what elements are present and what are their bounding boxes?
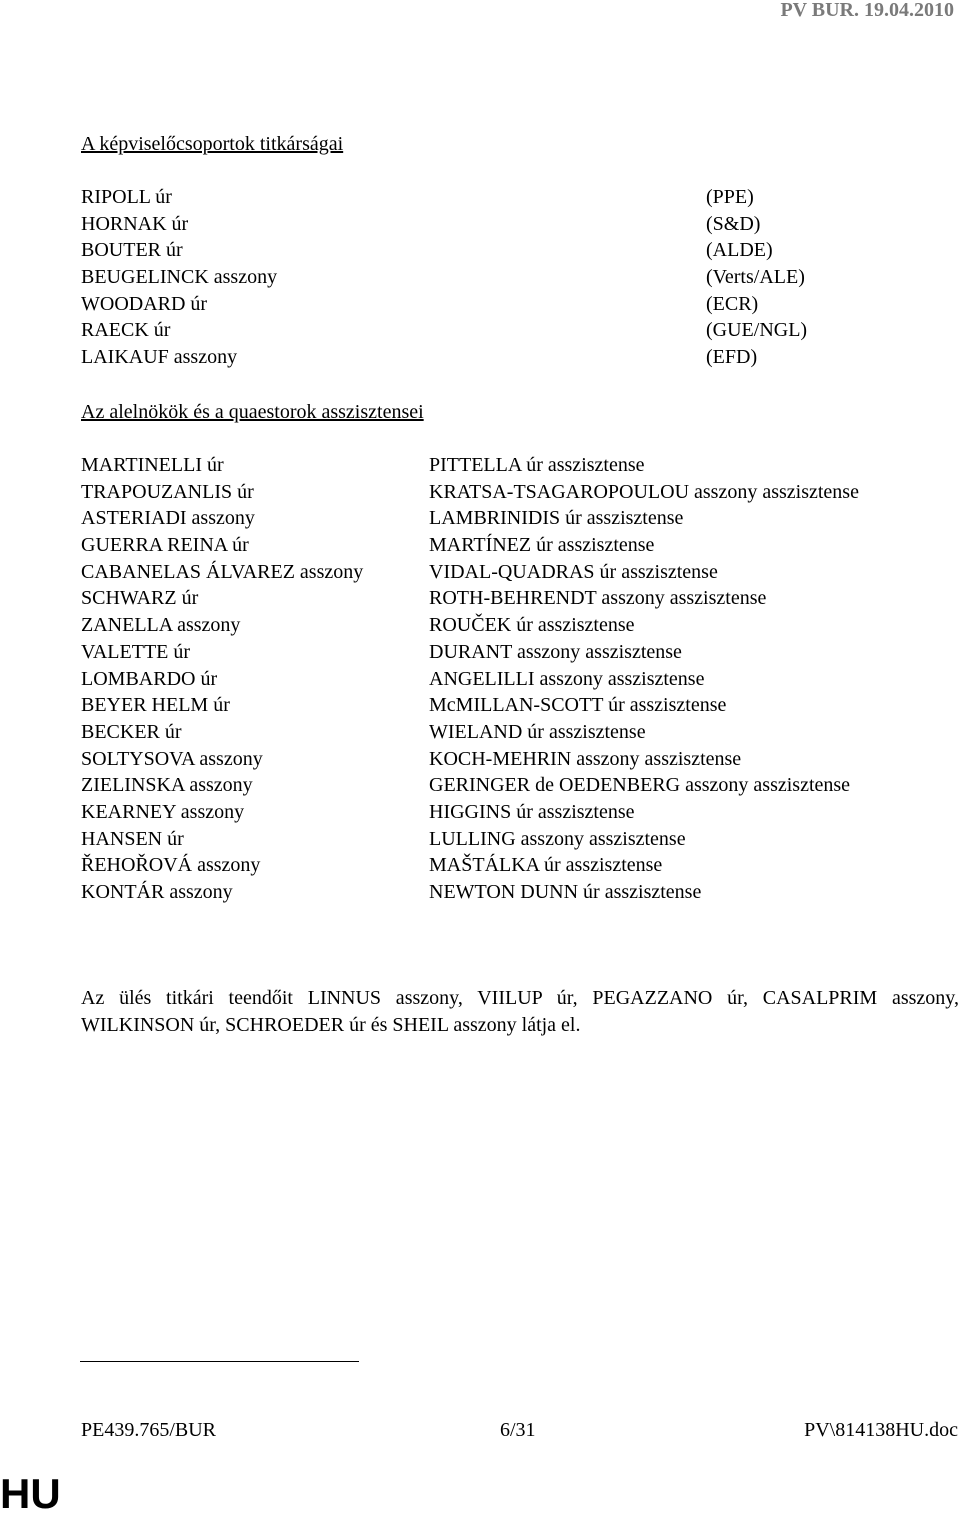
assistant-role: WIELAND úr asszisztense xyxy=(429,720,646,743)
group-secretariat-names xyxy=(81,184,277,371)
assistant-names xyxy=(81,452,363,906)
footer-filename: PV\814138HU.doc xyxy=(804,1419,958,1441)
assistant-name: ŘEHOŘOVÁ asszony xyxy=(81,854,261,877)
secretary-name: RAECK úr xyxy=(81,319,171,342)
assistant-role: McMILLAN-SCOTT úr asszisztense xyxy=(429,694,727,717)
political-group: (EFD) xyxy=(706,346,758,369)
assistant-role: ANGELILLI asszony asszisztense xyxy=(429,667,705,690)
secretary-name: BOUTER úr xyxy=(81,239,183,262)
assistant-name: VALETTE úr xyxy=(81,640,191,663)
assistant-name: ZANELLA asszony xyxy=(81,614,241,637)
secretary-name: RIPOLL úr xyxy=(81,186,172,208)
secretary-name: WOODARD úr xyxy=(81,292,208,315)
assistant-role: KRATSA-TSAGAROPOULOU asszony asszisztense xyxy=(429,480,859,503)
assistant-role: ROUČEK úr asszisztense xyxy=(429,614,635,637)
political-group: (S&D) xyxy=(706,212,761,235)
political-group: (Verts/ALE) xyxy=(706,266,805,289)
assistant-role: MAŠTÁLKA úr asszisztense xyxy=(429,854,663,877)
political-group: (ECR) xyxy=(706,292,759,315)
assistant-role: DURANT asszony asszisztense xyxy=(429,640,682,663)
document-reference: PV BUR. 19.04.2010 xyxy=(780,0,954,21)
political-group: (GUE/NGL) xyxy=(706,319,808,342)
secretary-name: LAIKAUF asszony xyxy=(81,346,238,369)
political-group: (ALDE) xyxy=(706,239,773,262)
assistant-role: PITTELLA úr asszisztense xyxy=(429,454,645,476)
assistant-role: GERINGER de OEDENBERG asszony asszisztense xyxy=(429,774,851,797)
secretary-paragraph: Az ülés titkári teendőit LINNUS asszony, VIILUP úr, PEGAZZANO úr, CASALPRIM asszony, WILKINSON úr, SCHROEDER úr és SHEIL asszony látja el. xyxy=(81,987,959,1036)
assistant-role: VIDAL-QUADRAS úr asszisztense xyxy=(429,560,718,583)
assistant-role: LULLING asszony asszisztense xyxy=(429,827,686,850)
assistant-name: SOLTYSOVA asszony xyxy=(81,747,263,770)
assistant-name: KONTÁR asszony xyxy=(81,881,233,903)
assistant-name: MARTINELLI úr xyxy=(81,454,224,476)
assistant-name: TRAPOUZANLIS úr xyxy=(81,480,254,503)
assistant-name: HANSEN úr xyxy=(81,827,184,850)
secretary-name: HORNAK úr xyxy=(81,212,189,235)
language-code: HU xyxy=(0,1470,61,1517)
assistant-name: ASTERIADI asszony xyxy=(81,507,255,530)
assistant-name: CABANELAS ÁLVAREZ asszony xyxy=(81,560,364,583)
assistants-heading: Az alelnökök és a quaestorok asszisztensei xyxy=(81,401,424,423)
assistant-name: ZIELINSKA asszony xyxy=(81,774,253,797)
group-secretariats-heading: A képviselőcsoportok titkárságai xyxy=(81,133,344,155)
assistant-role: NEWTON DUNN úr asszisztense xyxy=(429,881,702,903)
assistant-name: KEARNEY asszony xyxy=(81,800,245,823)
assistant-role: MARTÍNEZ úr asszisztense xyxy=(429,534,655,557)
political-group: (PPE) xyxy=(706,186,754,208)
assistant-name: BECKER úr xyxy=(81,720,182,743)
assistant-name: LOMBARDO úr xyxy=(81,667,218,690)
secretary-name: BEUGELINCK asszony xyxy=(81,266,278,289)
assistant-roles xyxy=(429,452,859,906)
footnote-separator xyxy=(80,1361,359,1362)
group-secretariat-groups xyxy=(706,184,807,371)
assistant-role: ROTH-BEHRENDT asszony asszisztense xyxy=(429,587,767,610)
footer-page-number: 6/31 xyxy=(500,1419,536,1441)
footer-document-number: PE439.765/BUR xyxy=(81,1419,217,1441)
assistant-name: SCHWARZ úr xyxy=(81,587,199,610)
assistant-name: GUERRA REINA úr xyxy=(81,534,249,557)
assistant-role: HIGGINS úr asszisztense xyxy=(429,800,635,823)
assistant-role: KOCH-MEHRIN asszony asszisztense xyxy=(429,747,742,770)
assistant-name: BEYER HELM úr xyxy=(81,694,230,717)
assistant-role: LAMBRINIDIS úr asszisztense xyxy=(429,507,684,530)
